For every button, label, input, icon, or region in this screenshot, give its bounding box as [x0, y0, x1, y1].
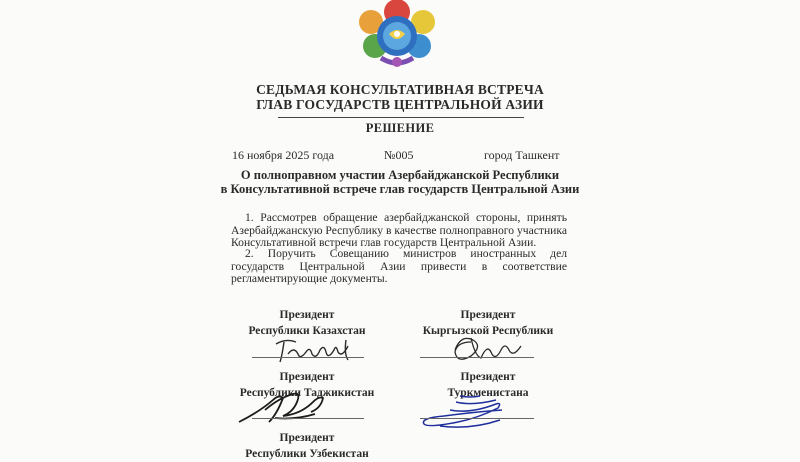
subject-line-2: в Консультативной встрече глав государств Центральной Азии [220, 182, 580, 196]
decision-title: РЕШЕНИЕ [365, 121, 435, 135]
signature-kazakhstan [268, 334, 368, 368]
signatory-country: Кыргызской Республики [422, 325, 554, 337]
heading-line-2: ГЛАВ ГОСУДАРСТВ ЦЕНТРАЛЬНОЙ АЗИИ [256, 97, 544, 112]
paragraph-1: 1. Рассмотрев обращение азербайджанской стороны, принять Азербайджанскую Республику в качестве полноправного участника Консультативной встречи глав государств Центральной Азии. [231, 211, 567, 249]
decision-subject [170, 168, 630, 196]
signatory-country: Республики Казахстан [248, 325, 366, 337]
central-asia-summit-logo-icon [351, 0, 443, 68]
signatory-title: Президент [279, 309, 335, 321]
signatory-country: Республики Таджикистан [239, 387, 375, 399]
signatory-title: Президент [279, 432, 335, 444]
signature-line [252, 418, 364, 419]
subject-line-1: О полноправном участии Азербайджанской Республики [240, 168, 560, 182]
signature-line [420, 418, 534, 419]
document-date: 16 ноября 2025 года [232, 148, 335, 162]
signatory-uzbekistan [212, 430, 402, 462]
signatory-title: Президент [460, 309, 516, 321]
document-heading [200, 82, 600, 112]
signatory-title: Президент [279, 371, 335, 383]
signatory-country: Туркменистана [447, 387, 529, 399]
signature-kyrgyzstan [445, 330, 525, 366]
signature-line [420, 357, 534, 358]
signatory-country: Республики Узбекистан [245, 448, 369, 460]
paragraph-2: 2. Поручить Совещанию министров иностранных дел государств Центральной Азии привести в соответствие регламентирующие документы. [231, 247, 567, 285]
signature-turkmenistan [420, 392, 530, 434]
heading-divider [278, 117, 524, 118]
signature-line [252, 357, 364, 358]
document-number: №005 [384, 148, 414, 162]
heading-line-1: СЕДЬМАЯ КОНСУЛЬТАТИВНАЯ ВСТРЕЧА [256, 82, 544, 97]
document-city: город Ташкент [484, 148, 560, 162]
signatory-title: Президент [460, 371, 516, 383]
signature-tajikistan [235, 388, 345, 428]
